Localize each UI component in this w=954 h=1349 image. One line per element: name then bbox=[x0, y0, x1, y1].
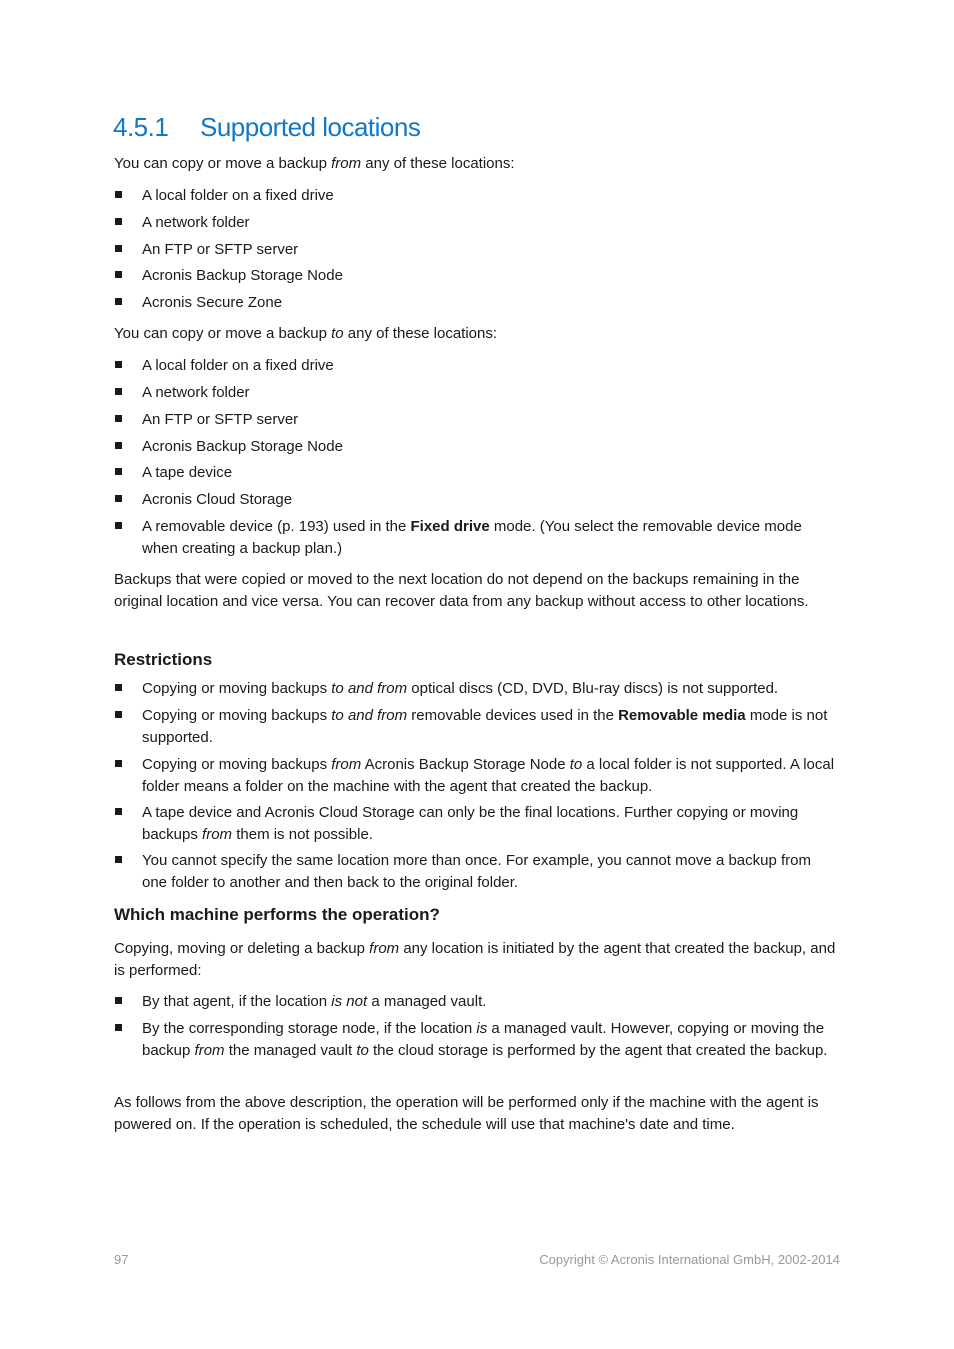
list-item-text: An FTP or SFTP server bbox=[142, 411, 299, 428]
bullet-icon bbox=[115, 856, 122, 863]
emphasis: is bbox=[476, 1020, 488, 1037]
emphasis: to bbox=[331, 325, 344, 342]
emphasis: is not bbox=[331, 993, 368, 1010]
list-item-text: A tape device bbox=[142, 464, 233, 481]
section-title: Supported locations bbox=[200, 112, 421, 142]
bullet-icon bbox=[115, 997, 122, 1004]
bullet-icon bbox=[115, 191, 122, 198]
copyright: Copyright © Acronis International GmbH, 2002-2014 bbox=[539, 1252, 840, 1267]
emphasis: from bbox=[202, 825, 233, 843]
text: You can copy or move a backup bbox=[114, 155, 332, 172]
list-item bbox=[114, 292, 840, 314]
emphasis: to and from bbox=[331, 680, 408, 697]
bullet-icon bbox=[115, 442, 122, 449]
bullet-icon bbox=[115, 415, 122, 422]
list-item bbox=[114, 212, 840, 234]
restrictions-heading: Restrictions bbox=[114, 650, 213, 669]
machine-intro-paragraph bbox=[114, 938, 840, 981]
list-item-text: A local folder on a fixed drive bbox=[142, 187, 334, 204]
independence-paragraph: Backups that were copied or moved to the next location do not depend on the backups remaining in the original location and vice versa. You can recover data from any backup without access to other locations. bbox=[114, 571, 809, 610]
text: Copying or moving backups bbox=[142, 707, 332, 724]
emphasis: from bbox=[331, 155, 362, 172]
text: Acronis Backup Storage Node bbox=[361, 756, 570, 773]
list-item bbox=[114, 185, 840, 207]
list-item bbox=[114, 678, 840, 700]
bullet-icon bbox=[115, 361, 122, 368]
text: the cloud storage is performed by the agent that created the backup. bbox=[368, 1041, 828, 1059]
list-item-text: An FTP or SFTP server bbox=[142, 241, 299, 258]
strong-text: Removable media bbox=[618, 707, 746, 724]
text: Copying or moving backups bbox=[142, 680, 332, 697]
text: any of these locations: bbox=[343, 325, 498, 342]
list-item bbox=[114, 382, 840, 404]
bullet-icon bbox=[115, 711, 122, 718]
emphasis: to and from bbox=[331, 707, 408, 724]
text: any location is initiated by the agent that created the backup, and is performed: bbox=[114, 940, 836, 979]
section-heading bbox=[113, 112, 420, 143]
text: By the corresponding storage node, if the location bbox=[142, 1020, 477, 1037]
conclusion-paragraph: As follows from the above description, the operation will be performed only if the machine with the agent is powered on. If the operation is scheduled, the schedule will use that machine's date and time. bbox=[114, 1094, 819, 1133]
bullet-icon bbox=[115, 218, 122, 225]
emphasis: from bbox=[369, 940, 400, 957]
text: a managed vault. However, copying or moving the backup bbox=[142, 1020, 825, 1059]
list-item bbox=[114, 265, 840, 287]
text: A tape device and Acronis Cloud Storage can only be the final locations. Further copying or moving backups bbox=[142, 804, 799, 843]
text: a local folder is not supported. A local folder means a folder on the machine with the agent that created the backup. bbox=[142, 756, 835, 795]
list-item-removable bbox=[114, 516, 840, 559]
bullet-icon bbox=[115, 760, 122, 767]
bullet-icon bbox=[115, 468, 122, 475]
list-item-text: You cannot specify the same location more than once. For example, you cannot move a backup from one folder to another and then back to the original folder. bbox=[142, 852, 811, 891]
machine-heading: Which machine performs the operation? bbox=[114, 905, 440, 924]
text: A removable device (p. 193) used in the bbox=[142, 518, 411, 535]
text: mode is not supported. bbox=[142, 707, 828, 746]
emphasis: from bbox=[194, 1041, 225, 1059]
bullet-icon bbox=[115, 1024, 122, 1031]
list-item bbox=[114, 489, 840, 511]
list-item bbox=[114, 409, 840, 431]
list-item bbox=[114, 239, 840, 261]
emphasis: from bbox=[331, 756, 362, 773]
page-number: 97 bbox=[114, 1252, 129, 1267]
text: Copying, moving or deleting a backup bbox=[114, 940, 370, 957]
list-item-text: Acronis Backup Storage Node bbox=[142, 267, 343, 284]
list-item bbox=[114, 355, 840, 377]
text: them is not possible. bbox=[232, 825, 373, 843]
list-item-text: Acronis Secure Zone bbox=[142, 294, 283, 311]
text: By that agent, if the location bbox=[142, 993, 332, 1010]
list-item-text: Acronis Backup Storage Node bbox=[142, 438, 343, 455]
text: removable devices used in the bbox=[407, 707, 619, 724]
list-item bbox=[114, 436, 840, 458]
text: You can copy or move a backup bbox=[114, 325, 332, 342]
bullet-icon bbox=[115, 808, 122, 815]
emphasis: to bbox=[569, 756, 583, 773]
text: mode. (You select the removable device mode when creating a backup plan.) bbox=[142, 518, 802, 557]
list-item bbox=[114, 850, 840, 893]
text: a managed vault. bbox=[367, 993, 487, 1010]
list-item bbox=[114, 1018, 840, 1061]
bullet-icon bbox=[115, 271, 122, 278]
list-item-text: A network folder bbox=[142, 214, 250, 231]
text: any of these locations: bbox=[361, 155, 515, 172]
text: the managed vault bbox=[224, 1041, 357, 1059]
list-item bbox=[114, 462, 840, 484]
strong-text: Fixed drive bbox=[410, 518, 490, 535]
intro-from-paragraph bbox=[114, 153, 840, 175]
bullet-icon bbox=[115, 495, 122, 502]
list-item bbox=[114, 705, 840, 748]
list-item bbox=[114, 802, 840, 845]
bullet-icon bbox=[115, 522, 122, 529]
section-number: 4.5.1 bbox=[113, 112, 169, 142]
intro-to-paragraph bbox=[114, 323, 840, 345]
text: Copying or moving backups bbox=[142, 756, 332, 773]
list-item bbox=[114, 754, 840, 797]
bullet-icon bbox=[115, 684, 122, 691]
bullet-icon bbox=[115, 388, 122, 395]
emphasis: to bbox=[356, 1041, 369, 1059]
list-item bbox=[114, 991, 840, 1013]
bullet-icon bbox=[115, 298, 122, 305]
list-item-text: A local folder on a fixed drive bbox=[142, 357, 334, 374]
list-item-text: Acronis Cloud Storage bbox=[142, 491, 293, 508]
list-item-text: A network folder bbox=[142, 384, 250, 401]
bullet-icon bbox=[115, 245, 122, 252]
text: optical discs (CD, DVD, Blu-ray discs) is not supported. bbox=[407, 680, 779, 697]
